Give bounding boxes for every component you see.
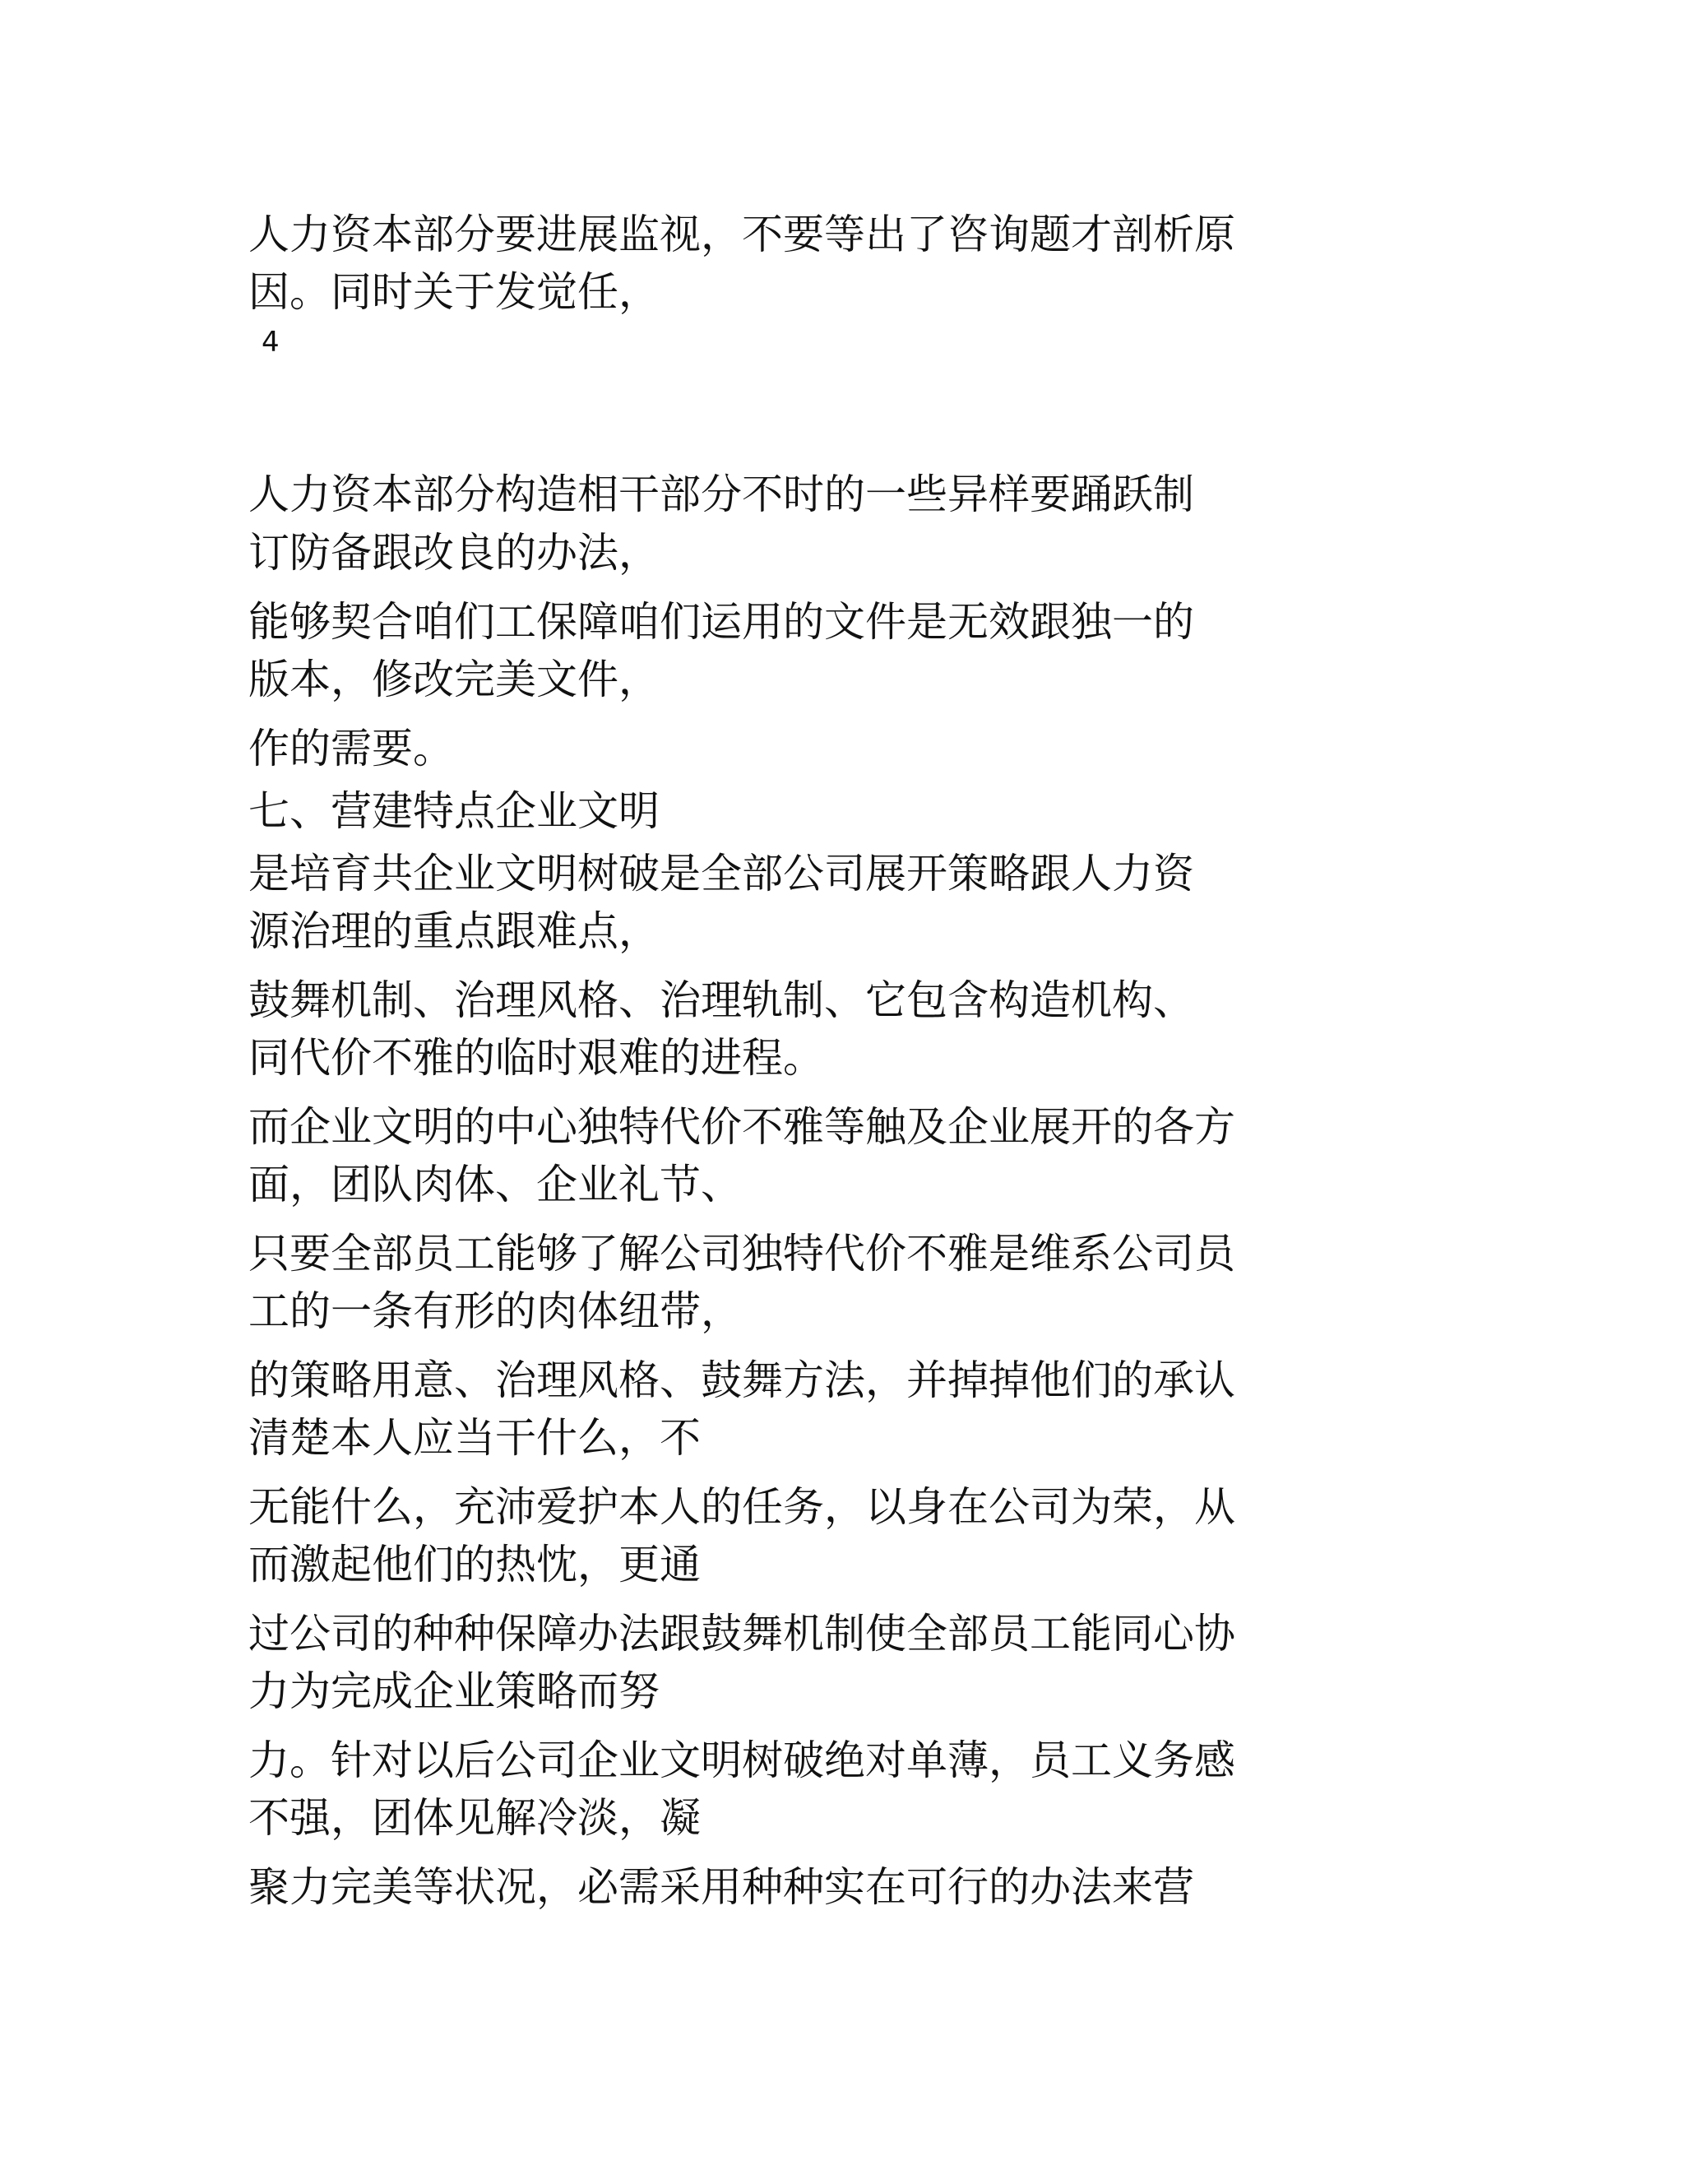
text-line: 订防备跟改良的办法，: [248, 529, 660, 577]
text-line: 力。针对以后公司企业文明树破绝对单薄，员工义务感: [248, 1737, 1235, 1784]
text-line: 过公司的种种保障办法跟鼓舞机制使全部员工能同心协: [248, 1610, 1235, 1658]
text-line: 不强，团体见解冷淡，凝: [248, 1794, 701, 1842]
page-number: 4: [262, 326, 280, 359]
text-line: 力为完成企业策略而努: [248, 1667, 660, 1715]
text-line: 聚力完美等状况，必需采用种种实在可行的办法来营: [248, 1863, 1194, 1911]
text-line: 是培育共企业文明树破是全部公司展开策略跟人力资: [248, 850, 1194, 897]
text-line: 人力资本部分构造相干部分不时的一些异样要踊跃制: [248, 471, 1194, 518]
text-line: 无能什么，充沛爱护本人的任务，以身在公司为荣，从: [248, 1483, 1235, 1531]
text-line: 源治理的重点跟难点，: [248, 907, 660, 955]
text-line: 鼓舞机制、治理风格、治理轨制、它包含构造机构、: [248, 976, 1194, 1024]
text-line: 面，团队肉体、企业礼节、: [248, 1161, 742, 1208]
text-line: 工的一条有形的肉体纽带，: [248, 1287, 742, 1335]
text-line: 清楚本人应当干什么，不: [248, 1414, 701, 1462]
text-line: 作的需要。: [248, 725, 454, 772]
section-heading: 七、营建特点企业文明: [248, 787, 660, 835]
text-line: 而激起他们的热忱，更通: [248, 1541, 701, 1588]
text-line: 同代价不雅的临时艰难的进程。: [248, 1034, 824, 1082]
text-line: 人力资本部分要进展监视，不要等出了咨询题才剖析原: [248, 211, 1235, 258]
text-line: 只要全部员工能够了解公司独特代价不雅是维系公司员: [248, 1230, 1235, 1277]
text-line: 版本，修改完美文件，: [248, 656, 660, 703]
text-line: 能够契合咱们工保障咱们运用的文件是无效跟独一的: [248, 598, 1194, 646]
text-line: 因。同时关于发觉任，: [248, 268, 660, 316]
text-line: 而企业文明的中心独特代价不雅等触及企业展开的各方: [248, 1103, 1235, 1151]
text-line: 的策略用意、治理风格、鼓舞方法，并掉掉他们的承认: [248, 1356, 1235, 1404]
